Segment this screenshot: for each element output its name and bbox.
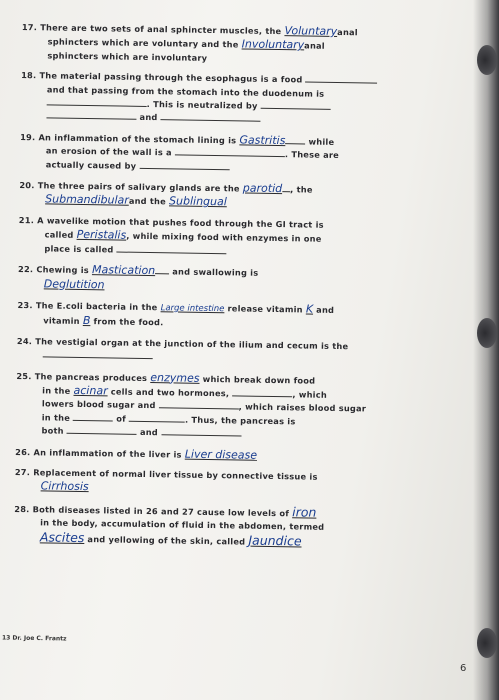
answer-blank	[285, 135, 305, 144]
question-text: vitamin	[43, 315, 83, 327]
question-20	[19, 178, 459, 214]
question-text: and	[136, 112, 161, 123]
question-18	[20, 69, 461, 130]
question-text: 24. The vestigial organ at the junction of the ilium and cecum is the	[16, 335, 349, 351]
question-text: and	[313, 304, 335, 315]
handwritten-answer: Ascites	[39, 528, 85, 545]
page-number: 6	[460, 663, 467, 674]
answer-blank	[161, 426, 241, 436]
handwritten-answer: Deglutition	[43, 276, 105, 291]
handwritten-answer: Submandibular	[45, 192, 129, 208]
answer-blank	[282, 183, 290, 192]
handwritten-answer: enzymes	[150, 370, 200, 385]
question-text: in the	[41, 412, 74, 423]
handwritten-answer: Liver disease	[184, 447, 258, 462]
answer-blank	[161, 112, 261, 123]
answer-blank	[139, 160, 229, 170]
handwritten-answer: acinar	[73, 383, 108, 398]
question-26	[15, 445, 455, 466]
handwritten-answer: Sublingual	[168, 194, 227, 209]
question-text: and the	[128, 196, 170, 207]
handwritten-answer: Large intestine	[160, 303, 225, 315]
question-text: anal	[337, 26, 358, 38]
question-text: called	[44, 229, 77, 241]
punch-hole	[477, 628, 497, 658]
footer-credit: 13 Dr. Joe C. Frantz	[1, 634, 67, 643]
question-text: , which	[292, 389, 328, 400]
handwritten-answer: Cirrhosis	[40, 479, 89, 494]
question-text: 17. There are two sets of anal sphincter muscles, the	[21, 21, 285, 37]
handwritten-answer: Gastritis	[239, 133, 286, 147]
question-text: sphincters which are voluntary and the	[47, 36, 242, 50]
handwritten-answer: Involuntary	[241, 37, 305, 52]
question-text: 27. Replacement of normal liver tissue by connective tissue is	[14, 466, 318, 482]
question-text: anal	[304, 40, 325, 52]
question-text: . Thus, the pancreas is	[184, 414, 296, 427]
question-text: 28. Both diseases listed in 26 and 27 cause low levels of	[14, 503, 293, 519]
answer-blank	[155, 265, 169, 274]
question-text: of	[113, 413, 130, 424]
question-text: and that passing from the stomach into the duodenum is	[46, 84, 325, 99]
question-text: and yellowing of the skin, called	[84, 533, 249, 547]
handwritten-answer: iron	[292, 504, 317, 520]
question-text: 20. The three pairs of salivary glands are the	[19, 180, 243, 194]
question-text: . These are	[284, 149, 340, 161]
question-text: from the food.	[90, 316, 164, 328]
answer-blank	[43, 348, 153, 359]
answer-blank	[67, 425, 137, 435]
question-text: an erosion of the wall is a	[45, 145, 176, 158]
question-text: sphincters which are involuntary	[47, 50, 208, 63]
question-text: lowers blood sugar and	[41, 398, 159, 411]
question-list	[14, 20, 462, 559]
answer-blank	[47, 96, 147, 107]
question-19	[20, 130, 461, 178]
answer-blank	[129, 412, 185, 422]
question-text: 22. Chewing is	[18, 264, 93, 276]
question-28	[14, 501, 455, 552]
answer-blank	[159, 400, 239, 410]
question-21	[18, 214, 459, 262]
answer-blank	[306, 74, 378, 84]
question-24	[17, 335, 457, 369]
question-text: and	[136, 427, 162, 438]
question-text: 23. The E.coli bacteria in the	[17, 299, 161, 313]
answer-blank	[46, 110, 136, 120]
question-text: 25. The pancreas produces	[16, 370, 151, 383]
question-text: cells and two hormones,	[107, 386, 233, 399]
question-text: both	[41, 425, 67, 436]
question-text: in the	[42, 385, 74, 396]
answer-blank	[232, 387, 292, 397]
binder-edge-shadow	[473, 0, 499, 700]
handwritten-answer: Peristalis	[76, 228, 127, 242]
question-text: 26. An inflammation of the liver is	[15, 446, 185, 460]
question-text: and swallowing is	[169, 266, 259, 278]
question-text: 21. A wavelike motion that pushes food through the GI tract is	[18, 214, 324, 230]
question-text: release vitamin	[224, 303, 306, 315]
question-27	[15, 466, 455, 501]
handwritten-answer: K	[305, 302, 314, 316]
question-text: actually caused by	[45, 159, 140, 171]
question-23	[17, 298, 457, 335]
handwritten-answer: B	[82, 314, 91, 328]
punch-hole	[477, 318, 497, 348]
question-text: , which raises blood sugar	[238, 401, 367, 414]
question-17	[21, 20, 462, 69]
question-text: 18. The material passing through the esophagus is a food	[21, 70, 306, 85]
answer-blank	[73, 412, 113, 422]
handwritten-answer: parotid	[242, 181, 283, 196]
question-25	[15, 368, 456, 444]
answer-blank	[117, 243, 227, 254]
handwritten-answer: Mastication	[91, 263, 156, 278]
question-text: , the	[290, 184, 313, 195]
question-text: place is called	[44, 243, 117, 255]
answer-blank	[261, 100, 331, 110]
question-text: , while mixing food with enzymes in one	[126, 230, 322, 245]
question-text: which break down food	[199, 373, 316, 386]
answer-blank	[175, 147, 285, 158]
punch-hole	[477, 45, 497, 75]
question-line	[15, 445, 455, 466]
question-text: . This is neutralized by	[146, 99, 261, 111]
handwritten-answer: Jaundice	[248, 532, 302, 549]
question-22	[18, 262, 458, 298]
question-text: while	[305, 136, 335, 147]
handwritten-answer: Voluntary	[284, 24, 338, 38]
question-text: 19. An inflammation of the stomach lining is	[20, 131, 240, 146]
question-text: in the body, accumulation of fluid in the abdomen, termed	[40, 517, 325, 532]
